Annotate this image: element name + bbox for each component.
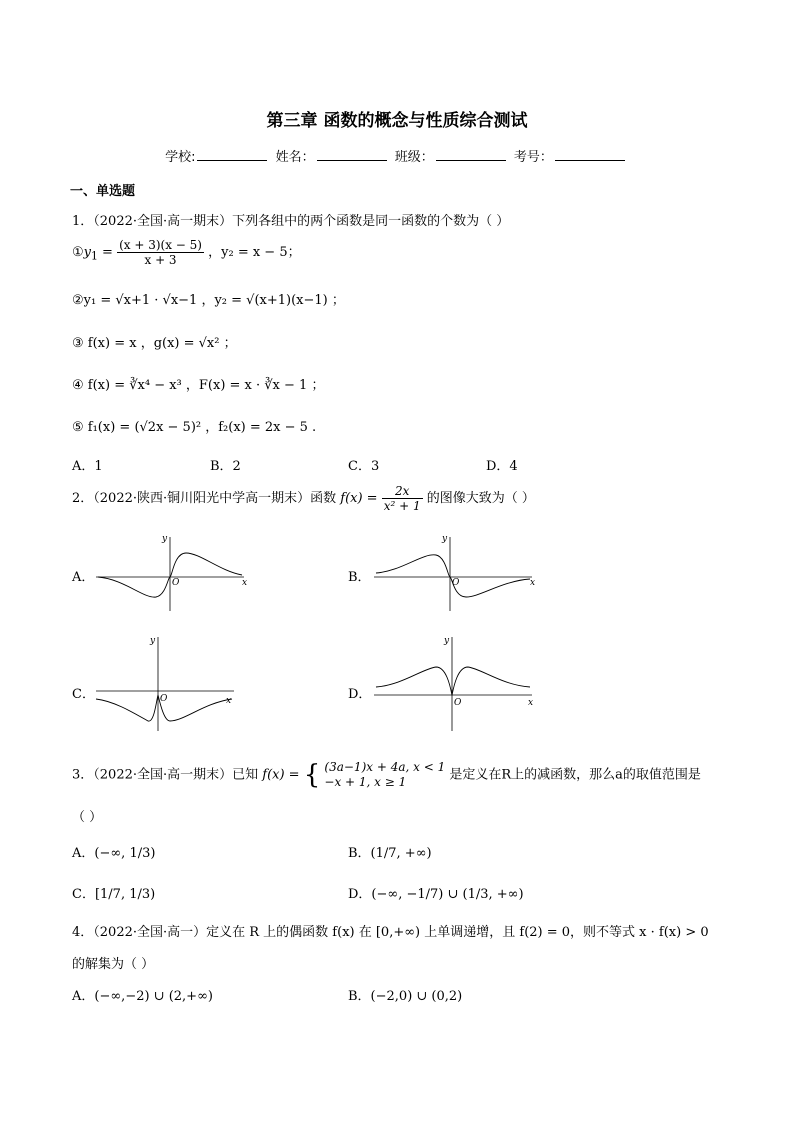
school-label: 学校:: [165, 150, 196, 165]
x-label: x: [226, 696, 232, 706]
q2-option-c-label[interactable]: C．: [72, 687, 95, 702]
q2-graph-d[interactable]: [372, 633, 542, 733]
q3-stem-post: 是定义在R上的减函数，那么a的取值范围是: [449, 767, 701, 783]
class-label: 班级：: [394, 150, 434, 165]
curve: [376, 667, 530, 695]
class-blank[interactable]: [436, 148, 506, 161]
page-title: 第三章 函数的概念与性质综合测试: [266, 111, 528, 131]
q3-option-d[interactable]: D．(−∞, −1/7) ∪ (1/3, +∞): [348, 887, 524, 902]
q1-item-5: ⑤ f₁(x) = (√2x − 5)² ，f₂(x) = 2x − 5 .: [72, 420, 317, 435]
q2-option-d-label[interactable]: D．: [348, 687, 372, 702]
y-label: y: [442, 534, 448, 544]
name-label: 姓名：: [275, 150, 315, 165]
exam-no-blank[interactable]: [555, 148, 625, 161]
q4-option-a[interactable]: A．(−∞,−2) ∪ (2,+∞): [72, 989, 213, 1004]
origin-label: O: [160, 694, 168, 704]
q1-item-1-marker: ①: [72, 245, 84, 260]
y-label: y: [162, 534, 168, 544]
student-info-line: [0, 146, 794, 165]
q4-option-b[interactable]: B．(−2,0) ∪ (0,2): [348, 989, 463, 1004]
q2-fraction: [382, 484, 423, 513]
x-label: x: [242, 578, 248, 588]
y-label: y: [150, 636, 156, 646]
q2-stem: [72, 484, 535, 513]
q1-item-1-numerator: (x + 3)(x − 5): [119, 238, 202, 252]
q1-item-3: ③ f(x) = x ，g(x) = √x² ；: [72, 336, 237, 351]
q2-graph-c[interactable]: [94, 633, 244, 733]
q3-case-1: (3a−1)x + 4a, x < 1: [324, 760, 446, 774]
q3-stem-pre: 3．（2022·全国·高一期末）已知: [72, 767, 259, 783]
q1-item-4: ④ f(x) = ∛x⁴ − x³ ，F(x) = x · ∛x − 1 ；: [72, 378, 325, 393]
q1-item-2: ②y₁ = √x+1 · √x−1 ，y₂ = √(x+1)(x−1) ；: [72, 293, 345, 308]
origin-label: O: [452, 578, 460, 588]
q1-option-d[interactable]: D．4: [486, 459, 518, 474]
q2-denominator: x² + 1: [383, 499, 421, 513]
q1-item-1: $①y_1$ = $\frac{(x + 3)(x - 5)}{x + 3}$ ，y₂ = x − 5；: [72, 238, 301, 267]
q3-stem: [72, 760, 701, 790]
q1-option-b[interactable]: B．2: [210, 459, 241, 474]
q3-option-c[interactable]: C．[1/7, 1/3): [72, 887, 156, 902]
q3-func: f(x) =: [262, 767, 300, 783]
q2-graph-b[interactable]: [372, 533, 542, 613]
exam-no-label: 考号：: [513, 150, 553, 165]
q3-option-b[interactable]: B．(1/7, +∞): [348, 846, 432, 861]
q2-option-b-label[interactable]: B．: [348, 570, 371, 585]
x-label: x: [530, 578, 536, 588]
y-label: y: [444, 636, 450, 646]
q3-paren: （ ）: [72, 810, 103, 825]
x-label: x: [528, 698, 534, 708]
q3-option-a[interactable]: A．(−∞, 1/3): [72, 846, 156, 861]
q1-item-1-rest: ，y₂ = x − 5；: [208, 245, 301, 260]
q1-option-c[interactable]: C．3: [348, 459, 380, 474]
q2-numerator: 2x: [382, 484, 423, 499]
q3-piecewise: { (3a−1)x + 4a, x < 1 −x + 1, x ≥ 1: [303, 760, 446, 790]
origin-label: O: [454, 698, 462, 708]
q2-func: f(x) =: [340, 491, 378, 506]
q3-case-2: −x + 1, x ≥ 1: [324, 775, 407, 789]
q1-option-a[interactable]: A．1: [72, 459, 103, 474]
q2-stem-post: 的图像大致为（ ）: [426, 491, 535, 506]
school-blank[interactable]: [197, 148, 267, 161]
q1-item-1-denominator: x + 3: [144, 253, 177, 267]
section-heading: 一、单选题: [70, 184, 136, 199]
name-blank[interactable]: [317, 148, 387, 161]
q4-stem-2: 的解集为（ ）: [72, 957, 155, 972]
q2-option-a-label[interactable]: A．: [72, 570, 95, 585]
origin-label: O: [172, 578, 180, 588]
q1-item-1-fraction: [117, 238, 204, 267]
q2-graph-a[interactable]: [94, 533, 254, 613]
q4-stem: 4．（2022·全国·高一）定义在 R 上的偶函数 f(x) 在 [0,+∞) 上单调递增，且 f(2) = 0，则不等式 x · f(x) > 0: [72, 925, 709, 940]
q1-stem: 1．（2022·全国·高一期末）下列各组中的两个函数是同一函数的个数为（ ）: [72, 214, 510, 229]
q2-stem-pre: 2．（2022·陕西·铜川阳光中学高一期末）函数: [72, 491, 337, 506]
curve: [376, 555, 530, 597]
